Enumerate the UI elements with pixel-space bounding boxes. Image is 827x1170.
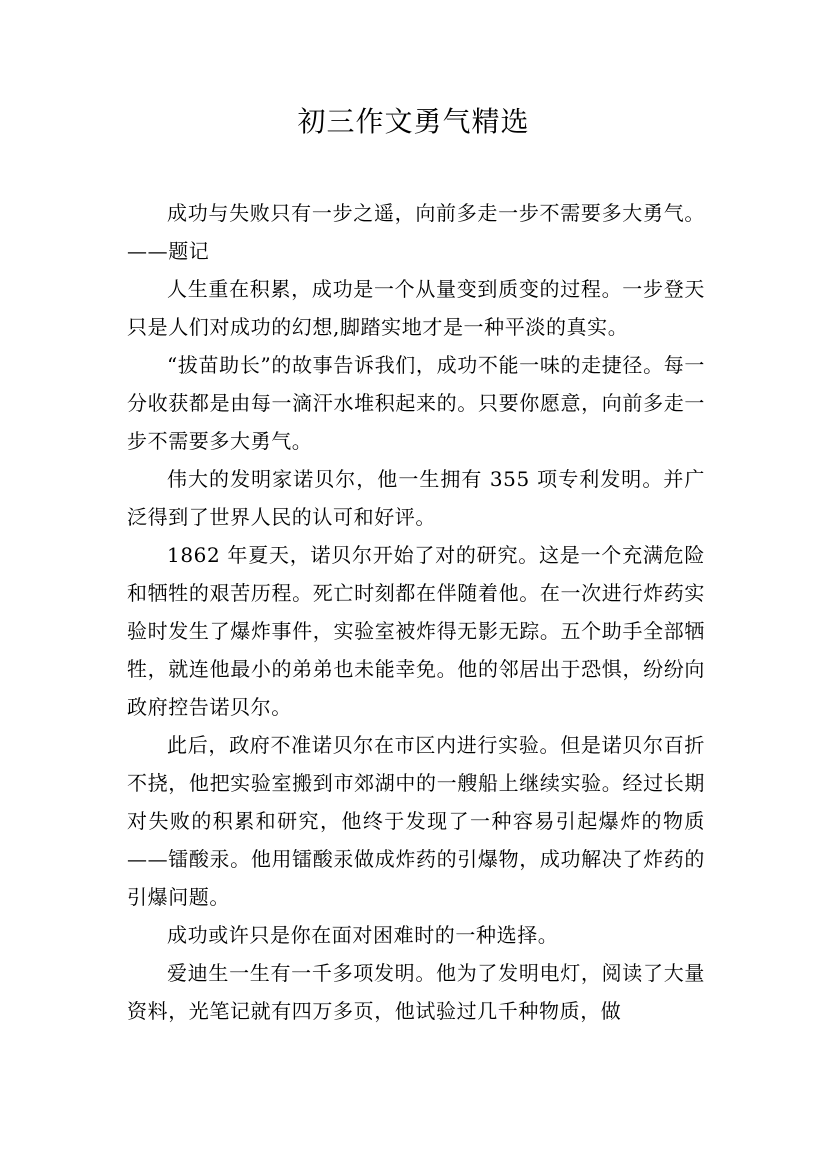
paragraph: 人生重在积累，成功是一个从量变到质变的过程。一步登天只是人们对成功的幻想,脚踏实地才是一种平淡的真实。 bbox=[127, 277, 705, 339]
paragraph: 爱迪生一生有一千多项发明。他为了发明电灯，阅读了大量资料，光笔记就有四万多页，他试验过几千种物质，做 bbox=[127, 961, 705, 1023]
paragraph: “拔苗助长”的故事告诉我们，成功不能一味的走捷径。每一分收获都是由每一滴汗水堆积起来的。只要你愿意，向前多走一步不需要多大勇气。 bbox=[127, 353, 705, 453]
paragraph: 1862 年夏天，诺贝尔开始了对的研究。这是一个充满危险和牺牲的艰苦历程。死亡时刻都在伴随着他。在一次进行炸药实验时发生了爆炸事件，实验室被炸得无影无踪。五个助手全部牺牲，就连他最小的弟弟也未能幸免。他的邻居出于恐惧，纷纷向政府控告诺贝尔。 bbox=[127, 543, 705, 719]
paragraph: 此后，政府不准诺贝尔在市区内进行实验。但是诺贝尔百折不挠，他把实验室搬到市郊湖中的一艘船上继续实验。经过长期对失败的积累和研究，他终于发现了一种容易引起爆炸的物质——镭酸汞。他用镭酸汞做成炸药的引爆物，成功解决了炸药的引爆问题。 bbox=[127, 733, 705, 909]
paragraph: 成功或许只是你在面对困难时的一种选择。 bbox=[167, 923, 559, 947]
paragraph: 伟大的发明家诺贝尔，他一生拥有 355 项专利发明。并广泛得到了世界人民的认可和好评。 bbox=[127, 467, 705, 529]
paragraph-epigraph: 成功与失败只有一步之遥，向前多走一步不需要多大勇气。——题记 bbox=[127, 201, 705, 263]
document-title: 初三作文勇气精选 bbox=[297, 105, 530, 138]
document-body bbox=[127, 194, 705, 1030]
